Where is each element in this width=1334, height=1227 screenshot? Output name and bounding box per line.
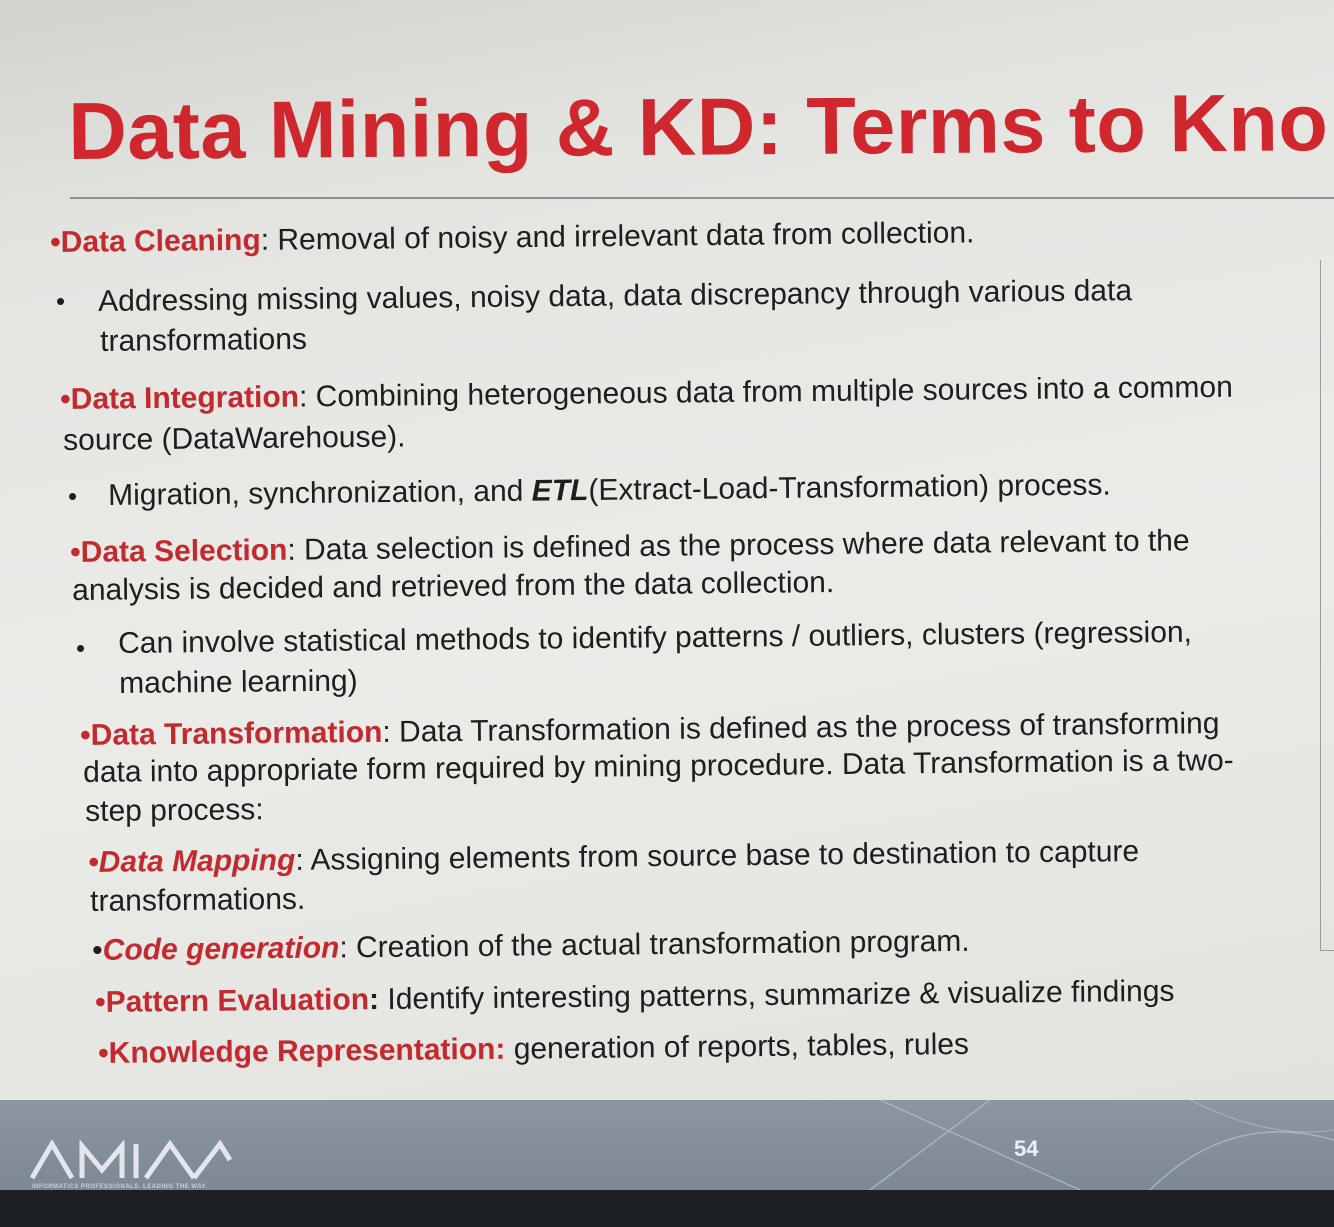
term-knowledge-representation: Knowledge Representation: xyxy=(108,1032,506,1070)
term-data-integration: Data Integration xyxy=(70,380,300,416)
etl-term: ETL xyxy=(531,473,589,508)
sub-item-cleaning-line2: transformations xyxy=(100,322,308,358)
definition: generation of reports, tables, rules xyxy=(505,1027,970,1066)
bullet: • xyxy=(92,933,103,967)
term-data-selection: Data Selection xyxy=(80,533,288,569)
sub-bullet: • xyxy=(76,633,86,663)
item-code-generation xyxy=(92,925,970,968)
term-pattern-evaluation: Pattern Evaluation xyxy=(105,983,370,1019)
bullet: • xyxy=(70,535,81,569)
bullet: • xyxy=(98,1036,109,1070)
item-mapping-line2: transformations. xyxy=(90,882,306,918)
item-data-cleaning xyxy=(50,216,975,260)
item-pattern-evaluation xyxy=(95,975,1175,1020)
bullet: • xyxy=(95,985,106,1019)
bullet: • xyxy=(60,382,71,416)
monitor-bezel xyxy=(0,1190,1334,1227)
definition: : Data Transformation is defined as the process of transforming xyxy=(382,707,1220,749)
slide-footer xyxy=(0,1100,1334,1190)
item-data-mapping xyxy=(88,835,1139,880)
bullet: • xyxy=(50,225,61,259)
sub-text: Migration, synchronization, and xyxy=(108,474,532,512)
sub-item-integration xyxy=(108,469,1111,513)
definition: : Removal of noisy and irrelevant data from collection. xyxy=(260,216,975,257)
sub-bullet: • xyxy=(68,481,78,511)
definition: : Data selection is defined as the process where data relevant to the xyxy=(287,524,1190,567)
bullet: • xyxy=(88,845,99,879)
sub-item-selection-line1: Can involve statistical methods to identify patterns / outliers, clusters (regression, xyxy=(118,615,1193,660)
item-integration-line2: source (DataWarehouse). xyxy=(63,420,406,457)
item-data-selection xyxy=(70,524,1190,570)
title-divider xyxy=(70,197,1334,199)
sub-text: (Extract-Load-Transformation) process. xyxy=(588,468,1111,507)
bullet: • xyxy=(80,718,91,752)
term-code-generation: Code generation xyxy=(102,931,340,967)
page-number: 54 xyxy=(1014,1136,1039,1161)
item-transformation-line2: data into appropriate form required by mining procedure. Data Transformation is a two- xyxy=(83,743,1234,789)
slide-edge-frame xyxy=(1320,260,1334,951)
slide-title: Data Mining & KD: Terms to Kno xyxy=(68,78,1329,177)
item-selection-line2: analysis is decided and retrieved from the data collection. xyxy=(72,566,835,607)
item-knowledge-representation xyxy=(98,1028,969,1071)
definition: : Assigning elements from source base to destination to capture xyxy=(295,834,1140,877)
amia-logo xyxy=(30,1140,235,1180)
term-data-mapping: Data Mapping xyxy=(98,843,296,879)
definition: : Creation of the actual transformation program. xyxy=(339,924,970,965)
definition: Identify interesting patterns, summarize & visualize findings xyxy=(378,974,1175,1017)
term-data-transformation: Data Transformation xyxy=(90,715,383,752)
sub-item-selection-line2: machine learning) xyxy=(119,664,358,700)
item-transformation-line3: step process: xyxy=(85,793,264,828)
sub-bullet: • xyxy=(56,286,66,316)
definition: : Combining heterogeneous data from multiple sources into a common xyxy=(298,370,1233,414)
colon: : xyxy=(368,983,380,1017)
sub-item-cleaning-line1: Addressing missing values, noisy data, data discrepancy through various data xyxy=(98,274,1133,318)
item-data-integration xyxy=(60,371,1233,417)
logo-tagline: INFORMATICS PROFESSIONALS. LEADING THE WAY. xyxy=(32,1184,208,1190)
term-data-cleaning: Data Cleaning xyxy=(60,223,261,259)
